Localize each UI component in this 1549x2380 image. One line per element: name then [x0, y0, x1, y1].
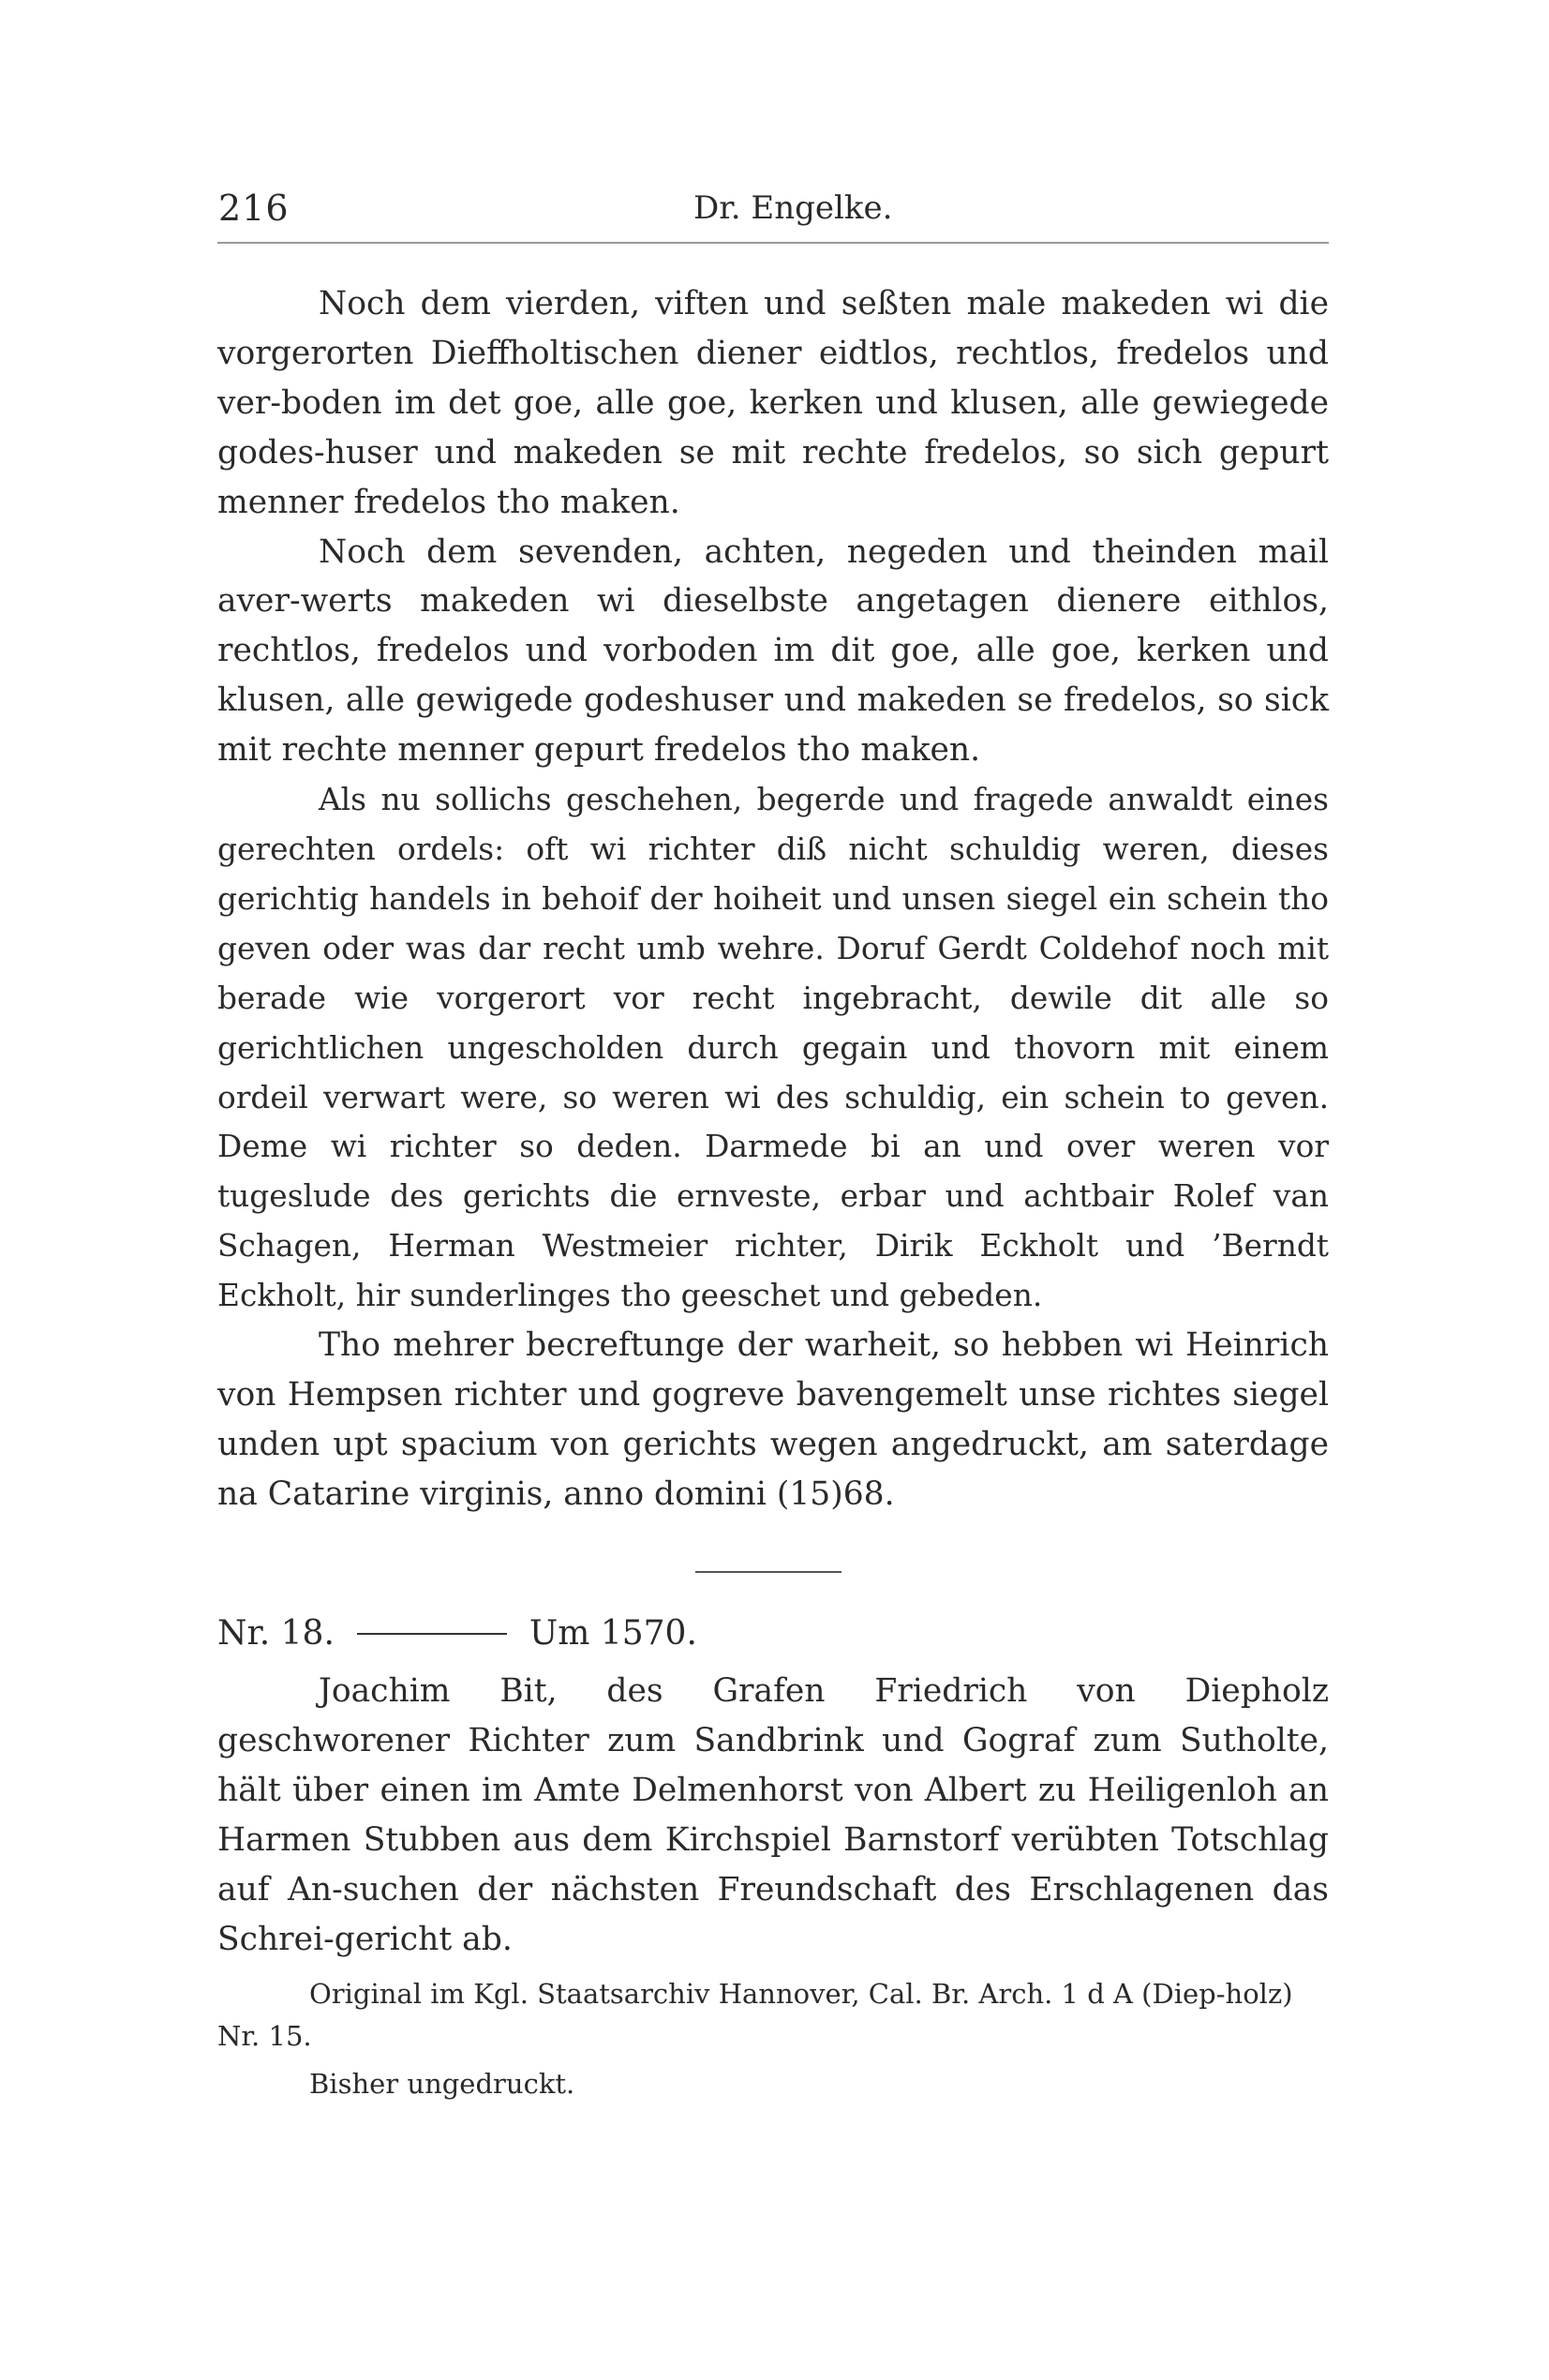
document-date: Um 1570. [529, 1614, 697, 1653]
paragraph-1: Noch dem vierden, viften und seßten male makeden wi die vorgerorten Dieffholtischen diener eidtlos, rechtlos, fredelos und ver-boden im det goe, alle goe, kerken und klusen, alle gewiegede godes-huser und makeden se mit rechte fredelos, so sich gepurt menner fredelos tho maken. [217, 285, 1329, 521]
publication-note: Bisher ungedruckt. [309, 2068, 575, 2101]
document-summary: Joachim Bit, des Grafen Friedrich von Diepholz geschworener Richter zum Sandbrink und Gograf zum Sutholte, hält über einen im Amte Delmenhorst von Albert zu Heiligenloh an Harmen Stubben aus dem Kirchspiel Barnstorf verübten Totschlag auf An-suchen der nächsten Freundschaft des Erschlagenen das Schrei-gericht ab. [217, 1672, 1329, 1958]
document-entry [217, 1667, 1329, 2105]
main-text [217, 279, 1329, 1519]
document-heading [217, 1614, 697, 1653]
heading-dash [357, 1633, 507, 1635]
document-number: Nr. 18. [217, 1614, 335, 1653]
paragraph-2: Noch dem sevenden, achten, negeden und theinden mail aver-werts makeden wi dieselbste angetagen dienere eithlos, rechtlos, fredelos und vorboden im dit goe, alle goe, kerken und klusen, alle gewigede godeshuser und makeden se fredelos, so sick mit rechte menner gepurt fredelos tho maken. [217, 532, 1329, 770]
running-head: Dr. Engelke. [693, 189, 893, 227]
paragraph-4: Tho mehrer becreftunge der warheit, so hebben wi Heinrich von Hempsen richter und gogreve bavengemelt unse richtes siegel unden upt spacium von gerichts wegen angedruckt, am saterdage na Catarine virginis, anno domini (15)68. [217, 1326, 1329, 1513]
source-note: Original im Kgl. Staatsarchiv Hannover, Cal. Br. Arch. 1 d A (Diep-holz) Nr. 15. [217, 1978, 1293, 2053]
header-rule [217, 242, 1329, 244]
paragraph-3: Als nu sollichs geschehen, begerde und fragede anwaldt eines gerechten ordels: oft wi richter diß nicht schuldig weren, dieses gerichtig handels in behoif der hoiheit und unsen siegel ein schein tho geven oder was dar recht umb wehre. Doruf Gerdt Coldehof noch mit berade wie vorgerort vor recht ingebracht, dewile dit alle so gerichtlichen ungescholden durch gegain und thovorn mit einem ordeil verwart were, so weren wi des schuldig, ein schein to geven. Deme wi richter so deden. Darmede bi an und over weren vor tugeslude des gerichts die ernveste, erbar und achtbair Rolef van Schagen, Herman Westmeier richter, Dirik Eckholt und ’Berndt Eckholt, hir sunderlinges tho geeschet und gebeden. [217, 782, 1329, 1314]
page-number: 216 [218, 187, 290, 229]
section-divider [695, 1571, 842, 1573]
